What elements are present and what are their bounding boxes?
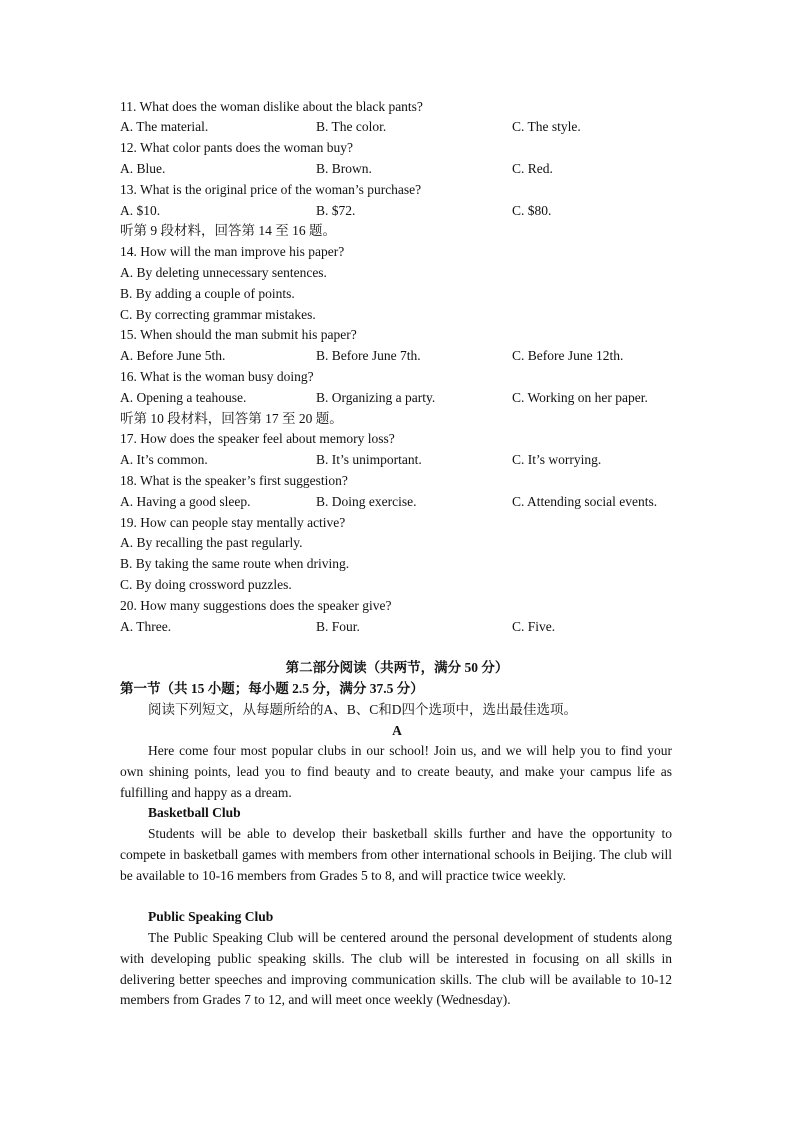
- question-19-option-c: C. By doing crossword puzzles.: [120, 577, 292, 592]
- question-12-option-b: B. Brown.: [316, 161, 372, 176]
- question-12-option-c: C. Red.: [512, 161, 553, 176]
- question-20-option-b: B. Four.: [316, 619, 360, 634]
- question-14-option-a: A. By deleting unnecessary sentences.: [120, 265, 327, 280]
- club-heading-public-speaking: Public Speaking Club: [148, 909, 274, 924]
- question-17-option-c: C. It’s worrying.: [512, 452, 602, 467]
- passage-intro: Here come four most popular clubs in our school! Join us, and we will help you to find your own shining points, lead you to find beauty and to create beauty, and make your campus life as fulfilling and happy as a dream.: [120, 743, 672, 800]
- question-13-option-c: C. $80.: [512, 203, 552, 218]
- question-20-option-c: C. Five.: [512, 619, 556, 634]
- question-19-option-b: B. By taking the same route when driving.: [120, 556, 350, 571]
- question-17-stem: 17. How does the speaker feel about memory loss?: [120, 431, 395, 446]
- question-19-stem: 19. How can people stay mentally active?: [120, 515, 346, 530]
- question-19-option-a: A. By recalling the past regularly.: [120, 535, 303, 550]
- question-15-stem: 15. When should the man submit his paper?: [120, 327, 357, 342]
- question-11-option-a: A. The material.: [120, 119, 209, 134]
- question-16-option-c: C. Working on her paper.: [512, 390, 648, 405]
- question-14-option-b: B. By adding a couple of points.: [120, 286, 295, 301]
- question-12-stem: 12. What color pants does the woman buy?: [120, 140, 353, 155]
- question-13-stem: 13. What is the original price of the woman’s purchase?: [120, 182, 422, 197]
- question-18-option-c: C. Attending social events.: [512, 494, 658, 509]
- question-16-stem: 16. What is the woman busy doing?: [120, 369, 314, 384]
- material-10-header: 听第 10 段材料，回答第 17 至 20 题。: [120, 411, 343, 426]
- question-16-option-b: B. Organizing a party.: [316, 390, 436, 405]
- question-11-option-c: C. The style.: [512, 119, 581, 134]
- question-15-option-b: B. Before June 7th.: [316, 348, 421, 363]
- question-12-option-a: A. Blue.: [120, 161, 166, 176]
- material-9-header: 听第 9 段材料，回答第 14 至 16 题。: [120, 223, 336, 238]
- club-text-public-speaking: The Public Speaking Club will be centered around the personal development of students along with developing public speaking skills. The club will be interested in focusing on all skills in delivering better speeches and improving communication skills. The club will be available to 10-12 members from Grades 7 to 12, and will meet once weekly (Wednesday).: [120, 930, 672, 1008]
- section-one-header: 第一节（共 15 小题；每小题 2.5 分，满分 37.5 分）: [120, 681, 424, 696]
- question-17-option-a: A. It’s common.: [120, 452, 208, 467]
- question-20-stem: 20. How many suggestions does the speaker give?: [120, 598, 392, 613]
- question-20-option-a: A. Three.: [120, 619, 172, 634]
- question-11-stem: 11. What does the woman dislike about the black pants?: [120, 99, 423, 114]
- part-two-title: 第二部分阅读（共两节，满分 50 分）: [285, 660, 509, 675]
- question-11-option-b: B. The color.: [316, 119, 387, 134]
- club-text-basketball: Students will be able to develop their basketball skills further and have the opportunity to compete in basketball games with members from other international schools in Beijing. The club will be available to 10-16 members from Grades 5 to 8, and will practice twice weekly.: [120, 826, 672, 883]
- question-14-stem: 14. How will the man improve his paper?: [120, 244, 345, 259]
- club-heading-basketball: Basketball Club: [148, 805, 241, 820]
- passage-label: A: [392, 723, 402, 738]
- question-16-option-a: A. Opening a teahouse.: [120, 390, 247, 405]
- question-18-stem: 18. What is the speaker’s first suggestion?: [120, 473, 348, 488]
- question-18-option-a: A. Having a good sleep.: [120, 494, 251, 509]
- question-15-option-c: C. Before June 12th.: [512, 348, 624, 363]
- reading-instruction: 阅读下列短文，从每题所给的A、B、C和D四个选项中，选出最佳选项。: [148, 702, 578, 717]
- question-13-option-a: A. $10.: [120, 203, 161, 218]
- question-18-option-b: B. Doing exercise.: [316, 494, 417, 509]
- question-13-option-b: B. $72.: [316, 203, 356, 218]
- question-15-option-a: A. Before June 5th.: [120, 348, 226, 363]
- question-17-option-b: B. It’s unimportant.: [316, 452, 422, 467]
- question-14-option-c: C. By correcting grammar mistakes.: [120, 307, 316, 322]
